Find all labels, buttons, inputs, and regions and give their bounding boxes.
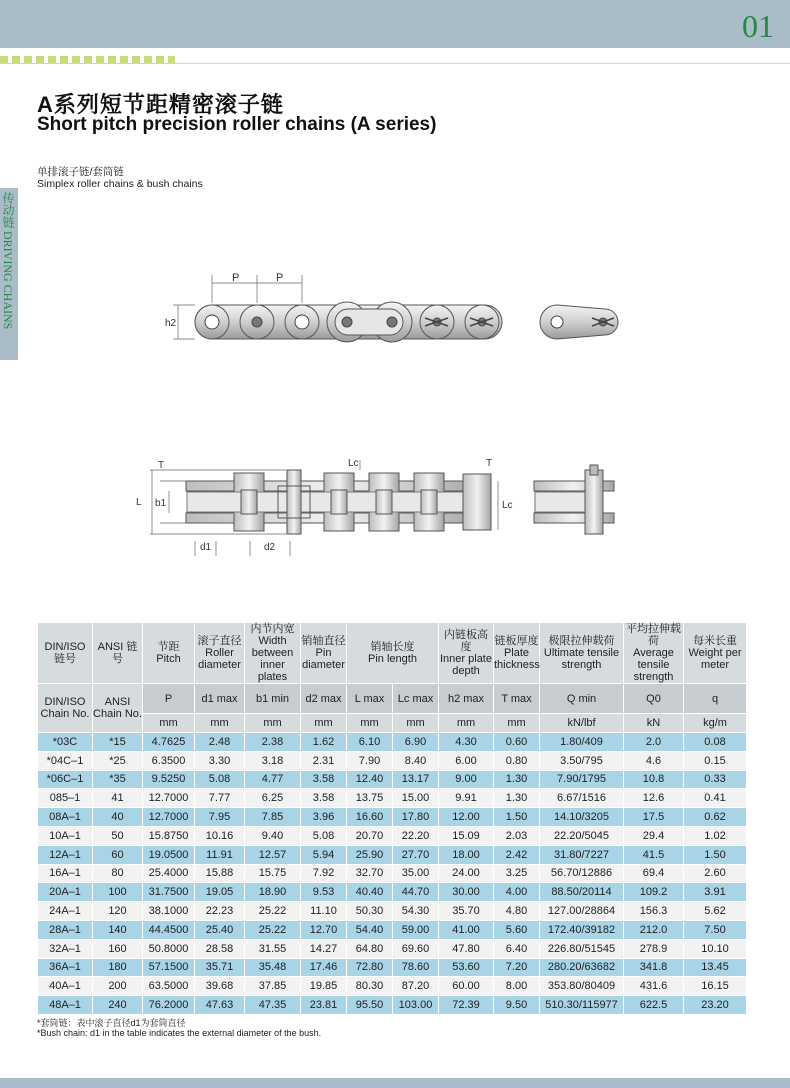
table-cell: 78.60 [393,958,439,977]
table-cell: 15.00 [393,789,439,808]
table-cell: *15 [93,733,143,752]
table-cell: 226.80/51545 [540,939,624,958]
avg-en: Average tensile strength [633,647,674,683]
table-cell: 63.5000 [143,977,195,996]
table-cell: 8.00 [494,977,540,996]
table-cell: 3.18 [245,751,301,770]
table-cell: 25.4000 [143,864,195,883]
table-cell: 20.70 [347,826,393,845]
table-cell: 13.45 [684,958,747,977]
table-cell: 53.60 [439,958,494,977]
table-cell: 41.00 [439,920,494,939]
table-cell: 35.70 [439,902,494,921]
table-cell: 3.50/795 [540,751,624,770]
width-en: Width between inner plates [251,635,294,683]
table-cell: 1.50 [494,808,540,827]
label-p2: P [276,272,284,284]
table-cell: 6.67/1516 [540,789,624,808]
table-row [38,826,747,845]
table-cell: 41.5 [624,845,684,864]
table-cell: 200 [93,977,143,996]
table-cell: 0.80 [494,751,540,770]
sym-q: Q min [540,684,624,714]
side-view [165,272,502,342]
table-cell: 69.60 [393,939,439,958]
label-p1: P [232,272,240,284]
page-title-en: Short pitch precision roller chains (A series) [37,114,437,135]
table-cell: 4.30 [439,733,494,752]
thick-en: Plate thickness [494,647,540,671]
table-cell: 88.50/20114 [540,883,624,902]
table-cell: 156.3 [624,902,684,921]
table-cell: 431.6 [624,977,684,996]
table-cell: 18.90 [245,883,301,902]
table-cell: 0.08 [684,733,747,752]
table-cell: 7.90 [347,751,393,770]
spec-table-body [38,733,747,1015]
table-row [38,977,747,996]
label-t2: T [486,458,493,469]
table-cell: 10A–1 [38,826,93,845]
table-cell: 54.40 [347,920,393,939]
table-cell: 25.40 [195,920,245,939]
table-cell: 22.20 [393,826,439,845]
col-pitch [143,623,195,684]
sym-b1: b1 min [245,684,301,714]
col-plate [439,623,494,684]
table-cell: *35 [93,770,143,789]
table-cell: 10.10 [684,939,747,958]
table-row [38,996,747,1015]
width-cn: 内节内宽 [250,623,295,635]
table-cell: 25.22 [245,920,301,939]
table-cell: 7.92 [301,864,347,883]
table-cell: 08A–1 [38,808,93,827]
table-cell: 59.00 [393,920,439,939]
section-subtitle-cn: 单排滚子链/套筒链 [37,166,124,178]
table-cell: 60.00 [439,977,494,996]
table-cell: 6.00 [439,751,494,770]
table-cell: *03C [38,733,93,752]
table-cell: 48A–1 [38,996,93,1015]
table-row [38,845,747,864]
table-cell: 69.4 [624,864,684,883]
table-cell: 140 [93,920,143,939]
unit-h2: mm [439,714,494,733]
table-cell: 9.00 [439,770,494,789]
col-avg [624,623,684,684]
table-cell: 2.38 [245,733,301,752]
table-cell: 3.30 [195,751,245,770]
table-cell: 12.00 [439,808,494,827]
table-cell: 35.48 [245,958,301,977]
table-cell: 32.70 [347,864,393,883]
table-cell: 12.40 [347,770,393,789]
col-ansi-en: ANSI Chain No. [93,684,143,733]
table-cell: 15.09 [439,826,494,845]
table-cell: *25 [93,751,143,770]
table-row [38,751,747,770]
table-cell: 19.85 [301,977,347,996]
unit-qw: kg/m [684,714,747,733]
col-pinlen [347,623,439,684]
label-t: T [158,460,165,471]
sym-q0: Q0 [624,684,684,714]
table-cell: 24.00 [439,864,494,883]
sym-qw: q [684,684,747,714]
top-view [136,458,513,556]
table-cell: 44.4500 [143,920,195,939]
table-cell: 160 [93,939,143,958]
table-cell: 103.00 [393,996,439,1015]
table-cell: 2.42 [494,845,540,864]
unit-d1: mm [195,714,245,733]
unit-t: mm [494,714,540,733]
unit-d2: mm [301,714,347,733]
top-view-end-link [534,465,614,534]
unit-b1: mm [245,714,301,733]
table-cell: 7.90/1795 [540,770,624,789]
table-cell: 7.85 [245,808,301,827]
spec-table [37,622,747,1015]
table-cell: 5.60 [494,920,540,939]
table-row [38,808,747,827]
table-cell: 16.60 [347,808,393,827]
table-cell: 5.62 [684,902,747,921]
table-row [38,958,747,977]
plate-cn: 内链板高度 [444,629,488,653]
table-cell: 31.80/7227 [540,845,624,864]
table-cell: 40A–1 [38,977,93,996]
table-cell: 1.02 [684,826,747,845]
table-cell: 9.53 [301,883,347,902]
table-cell: 3.58 [301,770,347,789]
table-cell: 23.81 [301,996,347,1015]
label-d1: d1 [200,542,212,553]
sym-p: P [143,684,195,714]
table-cell: 17.5 [624,808,684,827]
table-cell: 1.30 [494,770,540,789]
table-cell: 12.57 [245,845,301,864]
avg-cn: 平均拉伸载荷 [626,623,681,647]
table-cell: 12.70 [301,920,347,939]
table-cell: 1.30 [494,789,540,808]
table-cell: 6.3500 [143,751,195,770]
footer-bar [0,1078,790,1088]
table-cell: *04C–1 [38,751,93,770]
table-row [38,939,747,958]
label-h2: h2 [165,318,177,329]
table-cell: 7.20 [494,958,540,977]
table-cell: 80 [93,864,143,883]
table-cell: 39.68 [195,977,245,996]
table-cell: 12.6 [624,789,684,808]
table-cell: 50.8000 [143,939,195,958]
unit-p: mm [143,714,195,733]
table-cell: 240 [93,996,143,1015]
table-cell: 18.00 [439,845,494,864]
table-cell: 22.23 [195,902,245,921]
table-cell: 1.62 [301,733,347,752]
table-cell: 35.00 [393,864,439,883]
roller-cn: 滚子直径 [197,635,242,647]
table-cell: 11.10 [301,902,347,921]
table-cell: 172.40/39182 [540,920,624,939]
side-view-end-link [540,305,618,339]
table-cell: 10.8 [624,770,684,789]
section-subtitle-en: Simplex roller chains & bush chains [37,178,203,190]
table-cell: 6.10 [347,733,393,752]
table-cell: 280.20/63682 [540,958,624,977]
label-l: L [136,497,142,508]
table-cell: 12.7000 [143,789,195,808]
col-ult [540,623,624,684]
table-cell: 27.70 [393,845,439,864]
table-cell: 12A–1 [38,845,93,864]
table-cell: 100 [93,883,143,902]
table-cell: 40.40 [347,883,393,902]
table-row [38,733,747,752]
table-cell: 16A–1 [38,864,93,883]
table-cell: 2.60 [684,864,747,883]
table-cell: 1.80/409 [540,733,624,752]
table-cell: 212.0 [624,920,684,939]
table-cell: 57.1500 [143,958,195,977]
ult-cn: 极限拉伸载荷 [548,635,615,647]
table-row [38,789,747,808]
table-cell: 8.40 [393,751,439,770]
sym-d2: d2 max [301,684,347,714]
unit-q: kN/lbf [540,714,624,733]
table-cell: 341.8 [624,958,684,977]
table-row [38,770,747,789]
table-cell: 278.9 [624,939,684,958]
table-cell: 0.60 [494,733,540,752]
table-cell: 29.4 [624,826,684,845]
table-cell: 80.30 [347,977,393,996]
table-cell: 50.30 [347,902,393,921]
pinlen-en: Pin length [368,653,417,665]
table-cell: 60 [93,845,143,864]
table-cell: 2.48 [195,733,245,752]
table-cell: 3.58 [301,789,347,808]
table-cell: 50 [93,826,143,845]
col-din-cn: DIN/ISO 链号 [38,623,93,684]
table-cell: 120 [93,902,143,921]
roller-en: Roller diameter [198,647,241,671]
col-din-en: DIN/ISO Chain No. [38,684,93,733]
table-cell: 1.50 [684,845,747,864]
table-cell: 0.41 [684,789,747,808]
table-cell: 7.50 [684,920,747,939]
table-cell: 9.5250 [143,770,195,789]
col-thick [494,623,540,684]
table-cell: 180 [93,958,143,977]
table-cell: 28A–1 [38,920,93,939]
table-cell: 28.58 [195,939,245,958]
label-d2: d2 [264,542,276,553]
table-cell: 6.90 [393,733,439,752]
table-cell: 25.90 [347,845,393,864]
table-row [38,920,747,939]
sym-d1: d1 max [195,684,245,714]
table-cell: 9.50 [494,996,540,1015]
table-cell: 47.35 [245,996,301,1015]
table-cell: 15.88 [195,864,245,883]
table-cell: 16.15 [684,977,747,996]
table-cell: 3.91 [684,883,747,902]
table-cell: 7.95 [195,808,245,827]
table-cell: 95.50 [347,996,393,1015]
unit-q0: kN [624,714,684,733]
table-cell: 13.75 [347,789,393,808]
table-cell: 31.55 [245,939,301,958]
table-cell: 54.30 [393,902,439,921]
col-roller [195,623,245,684]
table-cell: 510.30/115977 [540,996,624,1015]
table-cell: 2.03 [494,826,540,845]
pitch-cn: 节距 [157,641,180,653]
table-cell: 20A–1 [38,883,93,902]
pin-cn: 销轴直径 [301,635,346,647]
table-cell: 085–1 [38,789,93,808]
label-lc2: Lc [502,500,513,511]
table-cell: 35.71 [195,958,245,977]
plate-en: Inner plate depth [440,653,492,677]
table-cell: 13.17 [393,770,439,789]
table-cell: 47.63 [195,996,245,1015]
table-cell: *06C–1 [38,770,93,789]
table-cell: 72.80 [347,958,393,977]
pin-en: Pin diameter [302,647,345,671]
table-cell: 15.75 [245,864,301,883]
sym-t: T max [494,684,540,714]
table-cell: 25.22 [245,902,301,921]
table-cell: 5.08 [195,770,245,789]
footnote-cn: *套筒链：表中滚子直径d1为套筒直径 [37,1018,186,1028]
table-cell: 5.08 [301,826,347,845]
table-cell: 14.10/3205 [540,808,624,827]
table-cell: 24A–1 [38,902,93,921]
table-cell: 31.7500 [143,883,195,902]
table-cell: 0.62 [684,808,747,827]
pitch-en: Pitch [156,653,181,665]
table-cell: 47.80 [439,939,494,958]
table-cell: 3.25 [494,864,540,883]
table-cell: 19.05 [195,883,245,902]
table-cell: 109.2 [624,883,684,902]
table-cell: 4.77 [245,770,301,789]
table-cell: 127.00/28864 [540,902,624,921]
table-cell: 6.25 [245,789,301,808]
table-cell: 17.80 [393,808,439,827]
wt-en: Weight per meter [688,647,742,671]
unit-l: mm [347,714,393,733]
table-cell: 4.7625 [143,733,195,752]
table-cell: 4.80 [494,902,540,921]
table-cell: 10.16 [195,826,245,845]
col-pin [301,623,347,684]
pinlen-cn: 销轴长度 [370,641,415,653]
table-cell: 6.40 [494,939,540,958]
table-cell: 4.6 [624,751,684,770]
side-tab-label: 传动链 DRIVING CHAINS [1,192,15,330]
table-cell: 30.00 [439,883,494,902]
col-width [245,623,301,684]
wt-cn: 每米长重 [693,635,737,647]
table-row [38,883,747,902]
unit-lc: mm [393,714,439,733]
table-cell: 353.80/80409 [540,977,624,996]
table-cell: 17.46 [301,958,347,977]
table-cell: 41 [93,789,143,808]
table-cell: 4.00 [494,883,540,902]
table-cell: 15.8750 [143,826,195,845]
table-cell: 2.31 [301,751,347,770]
table-cell: 12.7000 [143,808,195,827]
sym-lc: Lc max [393,684,439,714]
table-row [38,864,747,883]
table-cell: 44.70 [393,883,439,902]
table-cell: 622.5 [624,996,684,1015]
table-cell: 19.0500 [143,845,195,864]
table-cell: 5.94 [301,845,347,864]
table-cell: 22.20/5045 [540,826,624,845]
table-cell: 0.15 [684,751,747,770]
label-b1: b1 [155,498,167,509]
thick-cn: 链板厚度 [494,635,539,647]
sym-l: L max [347,684,393,714]
table-cell: 38.1000 [143,902,195,921]
table-cell: 87.20 [393,977,439,996]
table-cell: 9.40 [245,826,301,845]
ult-en: Ultimate tensile strength [543,647,620,671]
sym-h2: h2 max [439,684,494,714]
footnote-en: *Bush chain: d1 in the table indicates the external diameter of the bush. [37,1028,322,1038]
table-cell: 36A–1 [38,958,93,977]
table-cell: 7.77 [195,789,245,808]
table-cell: 40 [93,808,143,827]
table-cell: 14.27 [301,939,347,958]
table-cell: 56.70/12886 [540,864,624,883]
table-row [38,902,747,921]
table-cell: 72.39 [439,996,494,1015]
col-ansi-cn: ANSI 链号 [93,623,143,684]
table-cell: 37.85 [245,977,301,996]
page-title-cn: A系列短节距精密滚子链 [37,92,284,117]
table-cell: 76.2000 [143,996,195,1015]
page-number: 01 [742,8,774,44]
table-cell: 64.80 [347,939,393,958]
col-wt [684,623,747,684]
table-cell: 2.0 [624,733,684,752]
table-cell: 3.96 [301,808,347,827]
table-cell: 11.91 [195,845,245,864]
label-lc: Lc [348,458,359,469]
table-cell: 23.20 [684,996,747,1015]
table-cell: 9.91 [439,789,494,808]
table-cell: 0.33 [684,770,747,789]
table-cell: 32A–1 [38,939,93,958]
